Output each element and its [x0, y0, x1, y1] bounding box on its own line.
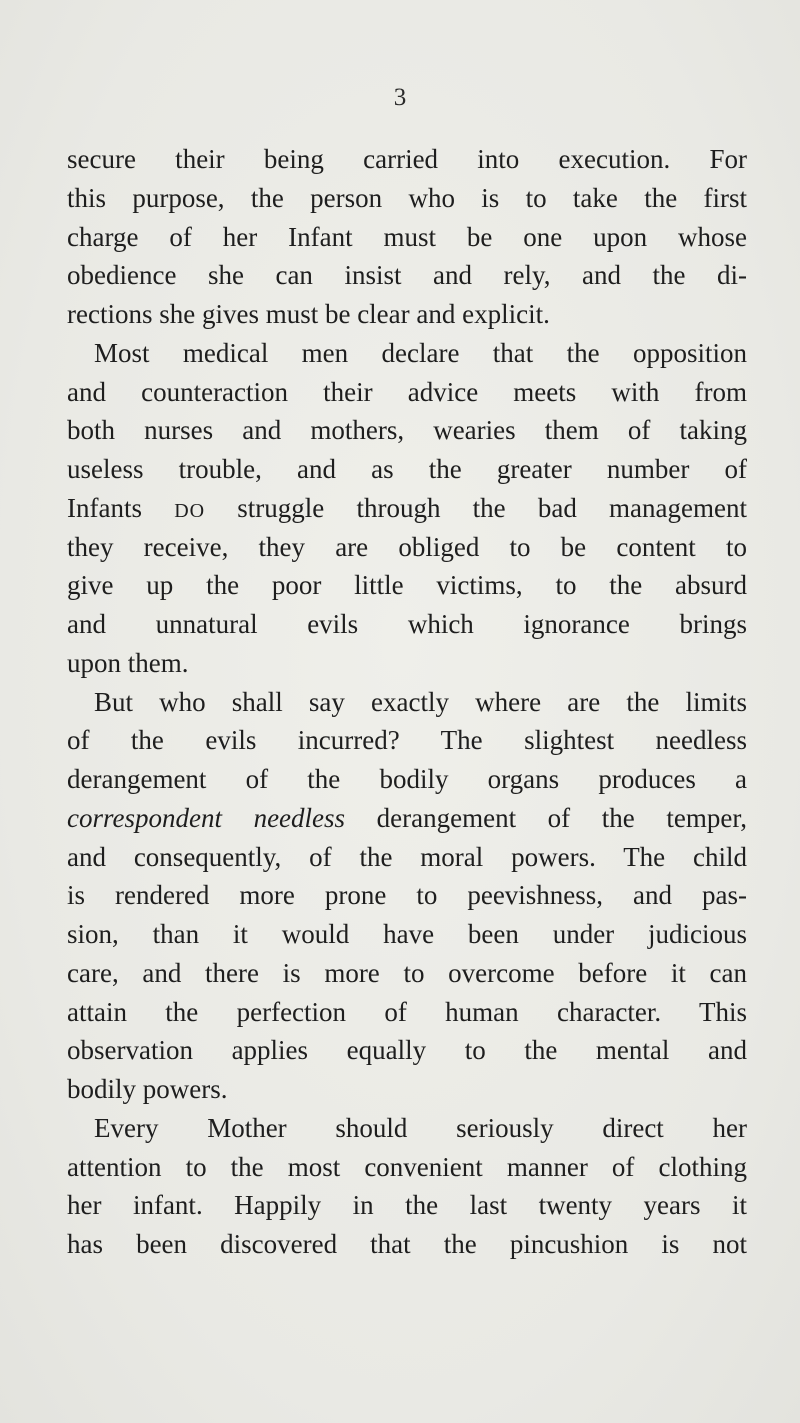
text-line: bodily powers.: [67, 1074, 228, 1104]
text-line: Most medical men declare that the opposition: [94, 337, 747, 368]
text-line: of the evils incurred? The slightest needless: [67, 725, 747, 756]
text-line: is rendered more prone to peevishness, and pas-: [67, 880, 747, 911]
text-line: attention to the most convenient manner of clothing: [67, 1151, 747, 1182]
text-segment: Infants: [67, 492, 175, 523]
text-segment: struggle through the bad management: [205, 492, 747, 523]
text-line: [67, 489, 747, 528]
italic-text: correspondent needless: [67, 802, 346, 833]
text-line: upon them.: [67, 647, 189, 678]
text-line: derangement of the bodily organs produces a: [67, 764, 747, 794]
text-line: rections she gives must be clear and explicit.: [67, 299, 550, 329]
text-line: has been discovered that the pincushion is not: [67, 1229, 747, 1259]
text-line: this purpose, the person who is to take the first: [67, 182, 747, 213]
text-line: Every Mother should seriously direct her: [94, 1112, 747, 1143]
text-line: both nurses and mothers, wearies them of taking: [67, 415, 747, 446]
text-line: and consequently, of the moral powers. The child: [67, 841, 747, 872]
text-line: give up the poor little victims, to the absurd: [67, 570, 747, 601]
small-caps-text: DO: [174, 499, 206, 522]
page-number: 3: [393, 84, 407, 111]
text-line: useless trouble, and as the greater number of: [67, 454, 747, 484]
text-line: obedience she can insist and rely, and the di-: [67, 260, 747, 291]
text-line: sion, than it would have been under judicious: [67, 919, 747, 949]
text-line: her infant. Happily in the last twenty years it: [67, 1190, 747, 1221]
text-segment: derangement of the temper,: [345, 802, 747, 833]
text-line: [67, 799, 747, 838]
text-line: observation applies equally to the mental and: [67, 1035, 747, 1066]
text-line: care, and there is more to overcome before it can: [67, 957, 747, 988]
text-line: and unnatural evils which ignorance brings: [67, 609, 747, 639]
text-line: charge of her Infant must be one upon whose: [67, 221, 747, 252]
text-line: and counteraction their advice meets with from: [67, 376, 747, 407]
text-line: secure their being carried into execution. For: [67, 144, 747, 174]
text-line: attain the perfection of human character. This: [67, 996, 747, 1027]
body-text: [67, 140, 747, 1264]
text-line: But who shall say exactly where are the limits: [94, 686, 747, 717]
text-line: they receive, they are obliged to be content to: [67, 531, 747, 562]
